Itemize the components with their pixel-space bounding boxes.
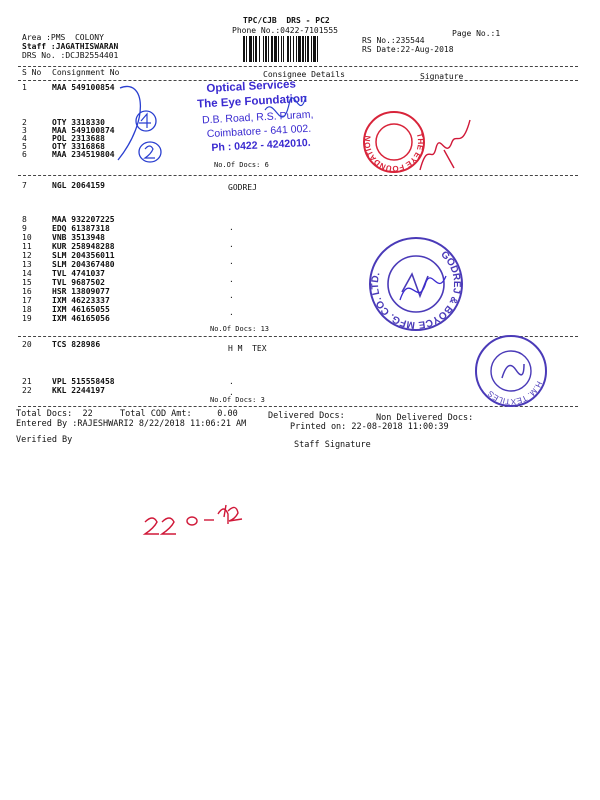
- barcode-bar: [253, 36, 254, 62]
- barcode-bar: [287, 36, 289, 62]
- page-number: Page No.:1: [452, 29, 501, 38]
- stamp-line: Ph : 0422 - 4242010.: [211, 136, 311, 154]
- row-number: 13: [22, 260, 32, 269]
- consignee-name: GODREJ: [228, 183, 257, 192]
- phone-number: Phone No.:0422-7101555: [232, 26, 338, 35]
- barcode-bar: [302, 36, 304, 62]
- group-doc-count: No.Of Docs: 13: [210, 325, 270, 333]
- row-number: 3: [22, 126, 27, 135]
- consignment-number: MAA 234519804: [52, 150, 115, 159]
- barcode-bar: [290, 36, 291, 62]
- barcode-bar: [317, 36, 318, 62]
- pen-stroke: [145, 146, 155, 158]
- dot: .: [229, 388, 234, 397]
- consignment-number: IXM 46165055: [52, 305, 110, 314]
- row-number: 4: [22, 134, 27, 143]
- godrej-round-stamp: [368, 236, 464, 332]
- rs-number: RS No.:235544: [362, 36, 425, 45]
- area-label: Area :PMS COLONY: [22, 33, 104, 42]
- barcode-bar: [307, 36, 309, 62]
- consignment-number: TCS 828986: [52, 340, 101, 349]
- report-title: TPC/CJB DRS - PC2: [243, 16, 330, 25]
- barcode-bar: [293, 36, 294, 62]
- optical-services-stamp: [194, 76, 340, 158]
- row-number: 17: [22, 296, 32, 305]
- pen-circle: [139, 142, 161, 162]
- pen-stroke: [139, 114, 151, 128]
- barcode-bar: [265, 36, 267, 62]
- barcode-bar: [298, 36, 301, 62]
- entered-by: Entered By :RAJESHWARI2 8/22/2018 11:06:21 AM: [16, 419, 247, 429]
- row-number: 22: [22, 386, 32, 395]
- row-number: 15: [22, 278, 32, 287]
- row-number: 8: [22, 215, 27, 224]
- pen-stroke: [218, 505, 242, 524]
- group-doc-count: No.Of Docs: 6: [214, 161, 269, 169]
- barcode-bar: [271, 36, 273, 62]
- consignment-number: TVL 9687502: [52, 278, 105, 287]
- barcode-bar: [268, 36, 269, 62]
- consignment-number: EDQ 61387318: [52, 224, 110, 233]
- barcode-bar: [255, 36, 257, 62]
- row-number: 18: [22, 305, 32, 314]
- row-number: 20: [22, 340, 32, 349]
- consignment-number: MAA 932207225: [52, 215, 115, 224]
- stamp-line: The Eye Foundation: [196, 92, 308, 111]
- consignment-number: VPL 515558458: [52, 377, 115, 386]
- staff-label: Staff :JAGATHISWARAN: [22, 42, 119, 51]
- consignment-number: SLM 204367480: [52, 260, 115, 269]
- total-cod: Total COD Amt: 0.00: [120, 409, 238, 419]
- pen-stroke: [145, 518, 159, 534]
- row-number: 6: [22, 150, 27, 159]
- barcode-bar: [259, 36, 260, 62]
- drs-number: DRS No. :DCJB2554401: [22, 51, 119, 60]
- eye-foundation-round-stamp: [362, 110, 426, 174]
- stamp-ring-text: GODREJ & BOYCE MFG. CO. LTD.: [369, 249, 463, 331]
- rs-date: RS Date:22-Aug-2018: [362, 45, 454, 54]
- consignment-number: OTY 3318330: [52, 118, 105, 127]
- barcode-bar: [278, 36, 279, 62]
- row-number: 5: [22, 142, 27, 151]
- stamp-ring-text: THE EYE FOUNDATION: [362, 131, 426, 174]
- col-sno: S No: [22, 68, 42, 77]
- row-number: 14: [22, 269, 32, 278]
- dot: .: [229, 223, 234, 232]
- consignment-number: IXM 46223337: [52, 296, 110, 305]
- consignment-number: MAA 549100874: [52, 126, 115, 135]
- row-number: 9: [22, 224, 27, 233]
- divider: [18, 66, 578, 67]
- pen-circle: [136, 111, 156, 131]
- barcode-bar: [246, 36, 247, 62]
- pen-stroke: [162, 518, 176, 534]
- consignment-number: IXM 46165056: [52, 314, 110, 323]
- consignment-number: POL 2313688: [52, 134, 105, 143]
- consignment-number: TVL 4741037: [52, 269, 105, 278]
- consignment-number: KKL 2244197: [52, 386, 105, 395]
- row-number: 16: [22, 287, 32, 296]
- barcode-bar: [249, 36, 252, 62]
- divider: [18, 175, 578, 176]
- stamp-line: Coimbatore - 641 002.: [206, 122, 312, 141]
- barcode-bar: [274, 36, 277, 62]
- barcode-bar: [283, 36, 284, 62]
- barcode-bar: [296, 36, 297, 62]
- hm-tex-round-stamp: [474, 334, 548, 408]
- dot: .: [229, 275, 234, 284]
- barcode-bar: [305, 36, 306, 62]
- consignment-number: KUR 258948288: [52, 242, 115, 251]
- consignment-number: MAA 549100854: [52, 83, 115, 92]
- barcode-bar: [311, 36, 312, 62]
- consignment-number: NGL 2064159: [52, 181, 105, 190]
- row-number: 11: [22, 242, 32, 251]
- barcode-bar: [281, 36, 282, 62]
- staff-signature-label: Staff Signature: [294, 440, 371, 450]
- consignment-number: VNB 3513948: [52, 233, 105, 242]
- barcode-bar: [243, 36, 245, 62]
- stamp-line: D.B. Road, R.S. Puram,: [201, 108, 314, 127]
- barcode: [243, 36, 351, 62]
- col-consignment: Consignment No: [52, 68, 120, 77]
- dot: .: [229, 240, 234, 249]
- consignment-number: HSR 13809077: [52, 287, 110, 296]
- col-signature: Signature: [420, 72, 464, 81]
- stamp-ring-text: H.M. TEXTILES: [486, 379, 544, 407]
- row-number: 1: [22, 83, 27, 92]
- dot: .: [229, 377, 234, 386]
- total-docs: Total Docs: 22: [16, 409, 93, 419]
- consignee-name: H M TEX: [228, 344, 267, 353]
- printed-on: Printed on: 22-08-2018 11:00:39: [290, 422, 449, 432]
- row-number: 19: [22, 314, 32, 323]
- barcode-bar: [313, 36, 316, 62]
- row-number: 7: [22, 181, 27, 190]
- barcode-bar: [263, 36, 264, 62]
- pen-stroke: [187, 517, 197, 525]
- verified-by: Verified By: [16, 435, 73, 445]
- dot: .: [229, 308, 234, 317]
- dot: .: [229, 291, 234, 300]
- consignment-number: SLM 204356011: [52, 251, 115, 260]
- pen-stroke: [118, 87, 140, 160]
- row-number: 12: [22, 251, 32, 260]
- group-doc-count: No.Of Docs: 3: [210, 396, 265, 404]
- non-delivered-docs: Non Delivered Docs:: [376, 413, 474, 423]
- pen-signature: [420, 120, 470, 170]
- dot: .: [229, 257, 234, 266]
- delivered-docs: Delivered Docs:: [268, 411, 345, 421]
- svg-text:GODREJ & BOYCE MFG. CO. LTD.: [354, 221, 481, 348]
- consignment-number: OTY 3316868: [52, 142, 105, 151]
- col-consignee: Consignee Details: [263, 70, 345, 79]
- stamp-line: Optical Services: [206, 78, 297, 96]
- row-number: 21: [22, 377, 32, 386]
- row-number: 2: [22, 118, 27, 127]
- row-number: 10: [22, 233, 32, 242]
